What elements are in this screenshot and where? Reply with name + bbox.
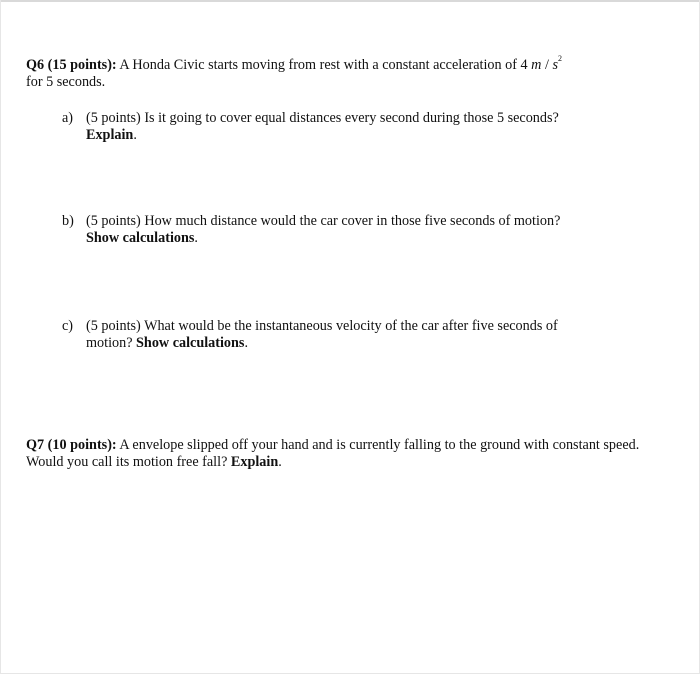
part-b-instruction: Show calculations (86, 230, 195, 246)
part-a-period: . (133, 127, 137, 143)
question-7 (26, 437, 646, 471)
unit-meters: m (531, 57, 542, 73)
part-a-letter: a) (62, 110, 74, 126)
top-border (0, 0, 700, 2)
unit-exponent: 2 (557, 54, 562, 63)
unit-slash: / (541, 57, 553, 73)
part-a-text-block (86, 110, 606, 144)
part-c-instruction: Show calculations (136, 335, 245, 351)
question-7-period: . (278, 454, 282, 470)
part-c-text-block (86, 318, 606, 352)
question-6-line-2: for 5 seconds. (26, 74, 106, 90)
part-b-period: . (194, 230, 198, 246)
part-c-letter: c) (62, 318, 74, 334)
part-a-instruction: Explain (86, 127, 134, 143)
part-c-period: . (244, 335, 248, 351)
part-c-text: (5 points) What would be the instantaneous velocity of the car after five seconds of motion? (86, 318, 558, 351)
question-6-text: A Honda Civic starts moving from rest with a constant acceleration of 4 (116, 57, 528, 73)
question-7-label: Q7 (10 points): (26, 437, 117, 453)
part-b-letter: b) (62, 213, 74, 229)
part-a-text: (5 points) Is it going to cover equal distances every second during those 5 seconds? (86, 110, 559, 126)
left-border (0, 0, 1, 674)
question-6-label: Q6 (15 points): (26, 57, 117, 73)
part-b-text: (5 points) How much distance would the car cover in those five seconds of motion? (86, 213, 561, 229)
part-b-text-block (86, 213, 606, 247)
question-7-text: A envelope slipped off your hand and is currently falling to the ground with constant speed. Would you call its motion free fall? (26, 437, 640, 470)
question-6 (26, 54, 646, 91)
question-6-line-1 (26, 54, 646, 74)
question-7-instruction: Explain (230, 454, 279, 470)
unit-seconds: s (552, 57, 558, 73)
